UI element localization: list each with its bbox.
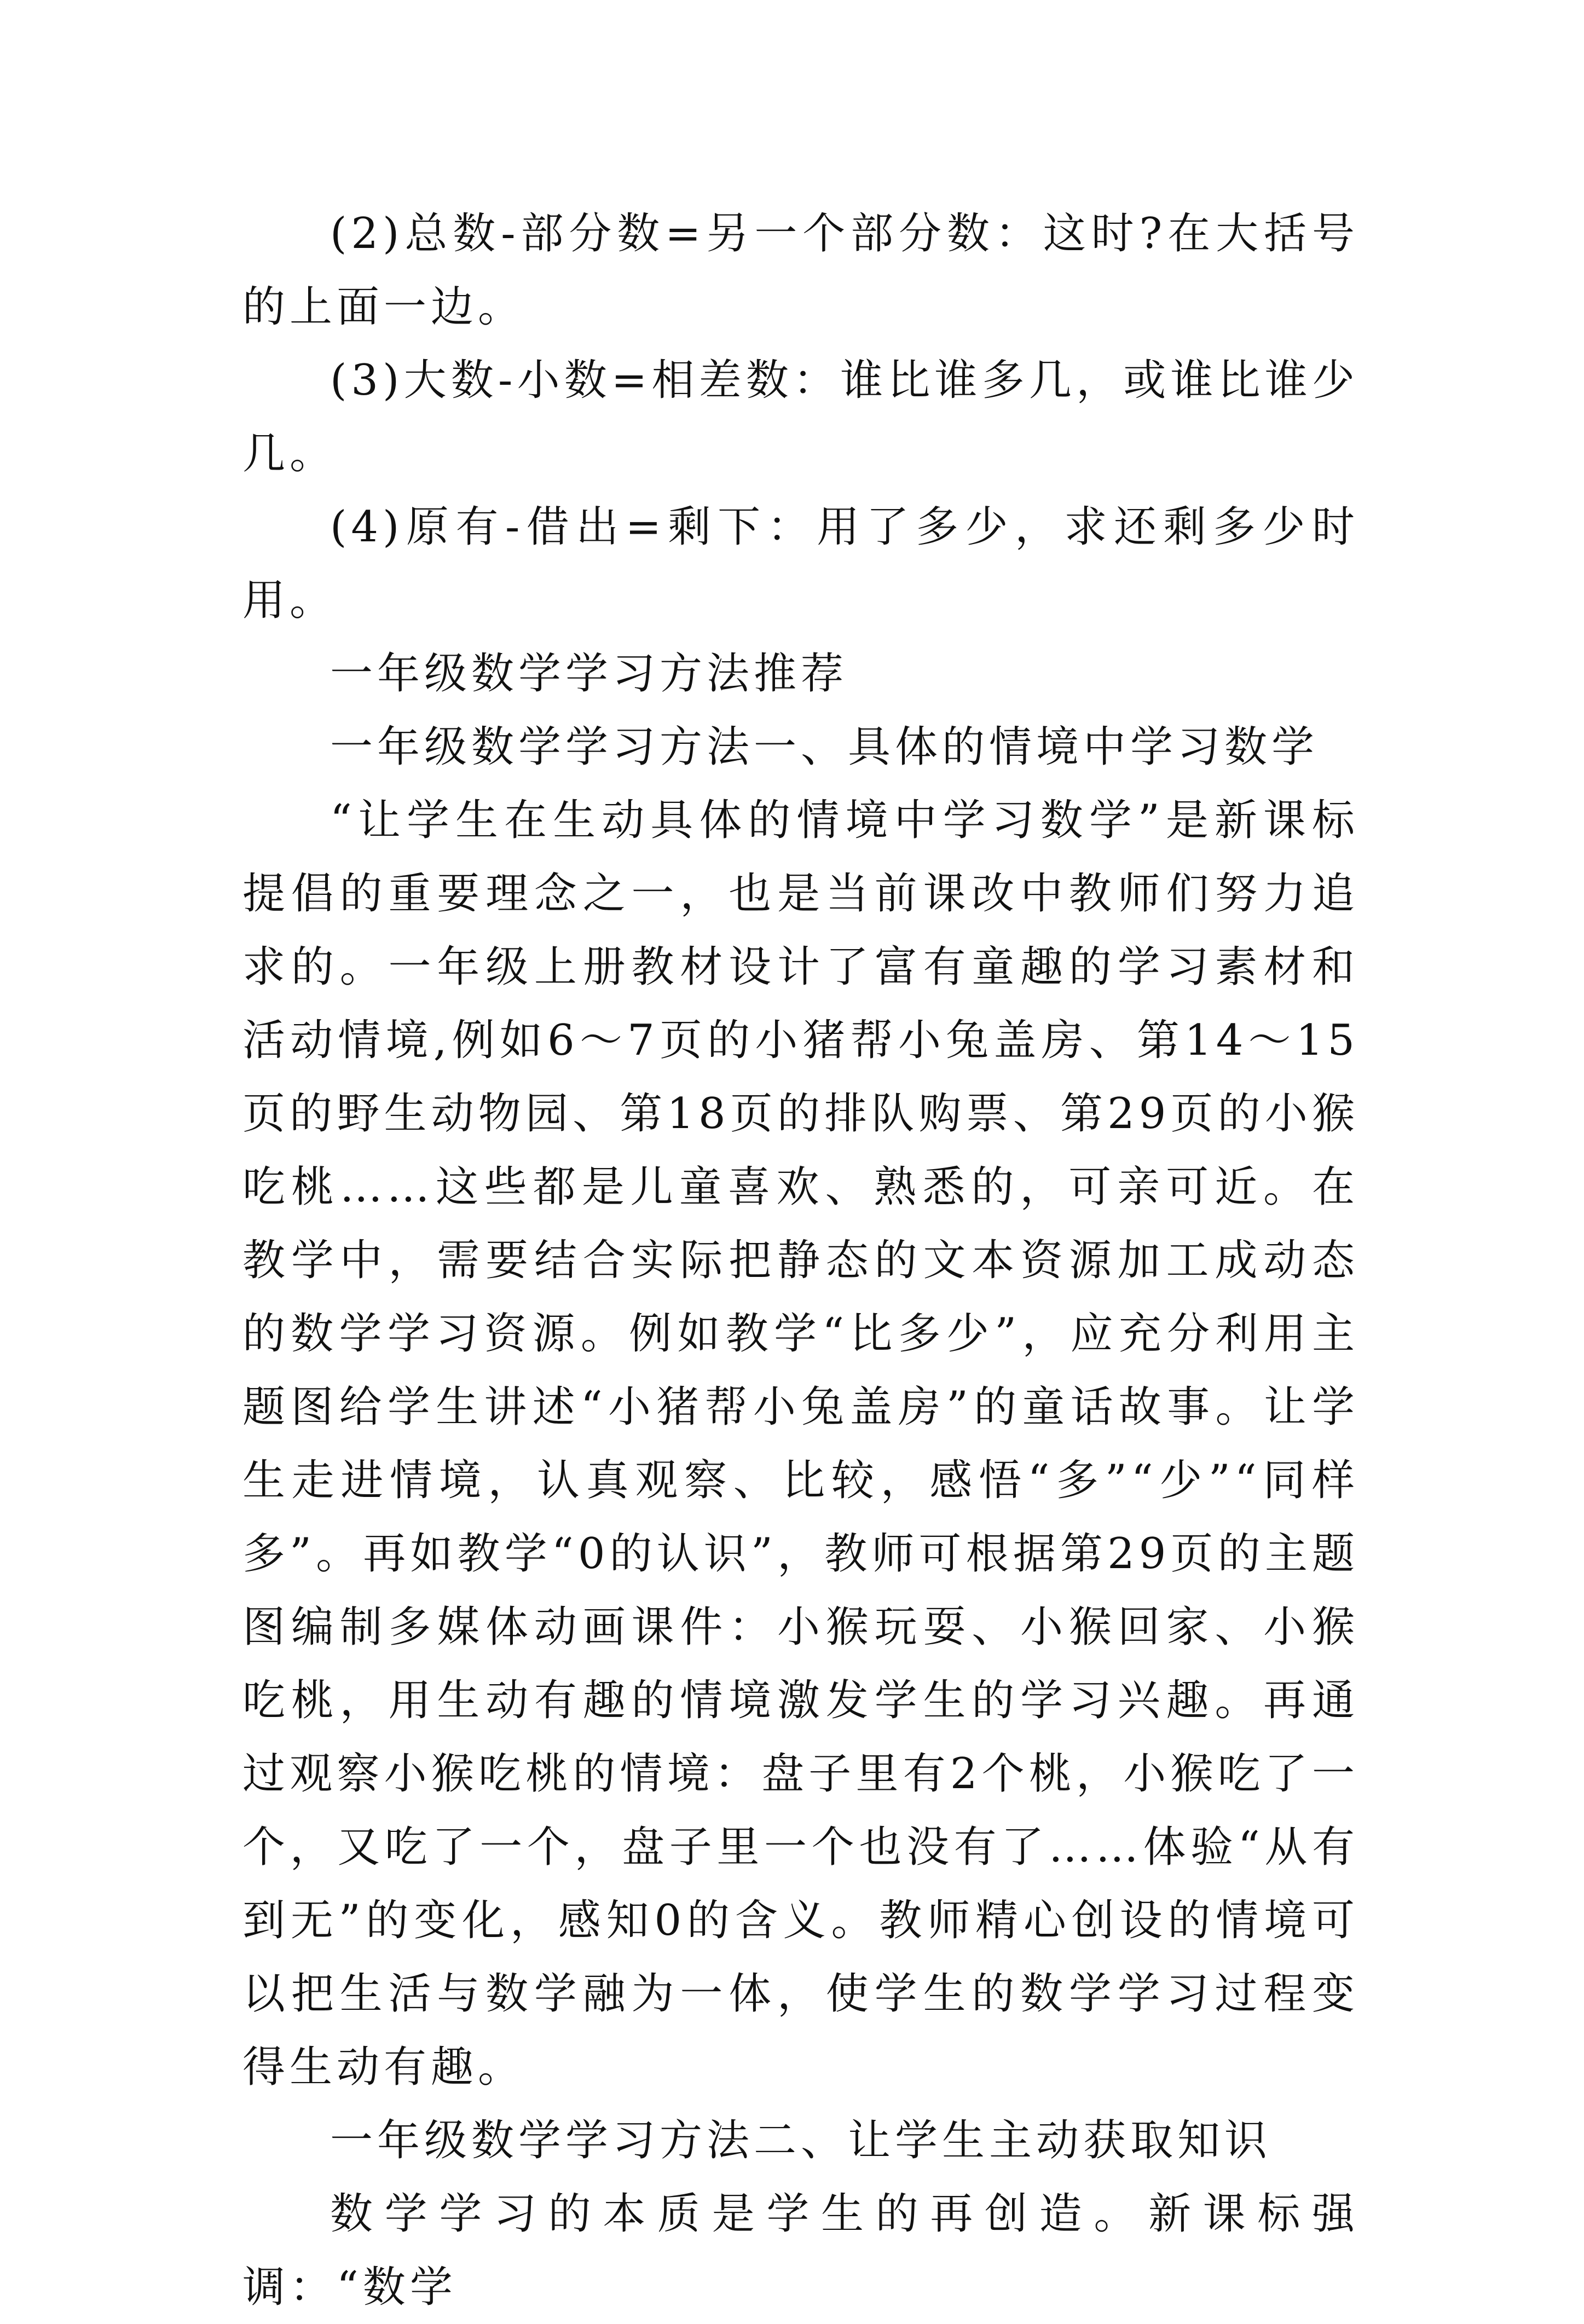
body-paragraph-method-1: “让学生在生动具体的情境中学习数学”是新课标提倡的重要理念之一，也是当前课改中教师们努力追求的。一年级上册教材设计了富有童趣的学习素材和活动情境,例如6～7页的小猪帮小兔盖房、第14～15页的野生动物园、第18页的排队购票、第29页的小猴吃桃……这些都是儿童喜欢、熟悉的，可亲可近。在教学中，需要结合实际把静态的文本资源加工成动态的数学学习资源。例如教学“比多少”，应充分利用主题图给学生讲述“小猪帮小兔盖房”的童话故事。让学生走进情境，认真观察、比较，感悟“多”“少”“同样多”。再如教学“0的认识”，教师可根据第29页的主题图编制多媒体动画课件：小猴玩耍、小猴回家、小猴吃桃，用生动有趣的情境激发学生的学习兴趣。再通过观察小猴吃桃的情境：盘子里有2个桃，小猴吃了一个，又吃了一个，盘子里一个也没有了……体验“从有到无”的变化，感知0的含义。教师精心创设的情境可以把生活与数学融为一体，使学生的数学学习过程变得生动有趣。 bbox=[242, 796, 1359, 2092]
formula-item-4: (4)原有-借出=剩下：用了多少，求还剩多少时用。 bbox=[242, 502, 1359, 625]
section-heading-methods: 一年级数学学习方法推荐 bbox=[330, 649, 848, 698]
section-heading-method-2: 一年级数学学习方法二、让学生主动获取知识 bbox=[330, 2116, 1272, 2165]
formula-item-2: (2)总数-部分数=另一个部分数：这时?在大括号的上面一边。 bbox=[242, 209, 1359, 332]
section-heading-method-1: 一年级数学学习方法一、具体的情境中学习数学 bbox=[330, 722, 1319, 772]
formula-item-3: (3)大数-小数=相差数：谁比谁多几，或谁比谁少几。 bbox=[242, 356, 1359, 478]
body-paragraph-method-2: 数学学习的本质是学生的再创造。新课标强调：“数学 bbox=[242, 2189, 1359, 2312]
document-body bbox=[242, 197, 1359, 2324]
